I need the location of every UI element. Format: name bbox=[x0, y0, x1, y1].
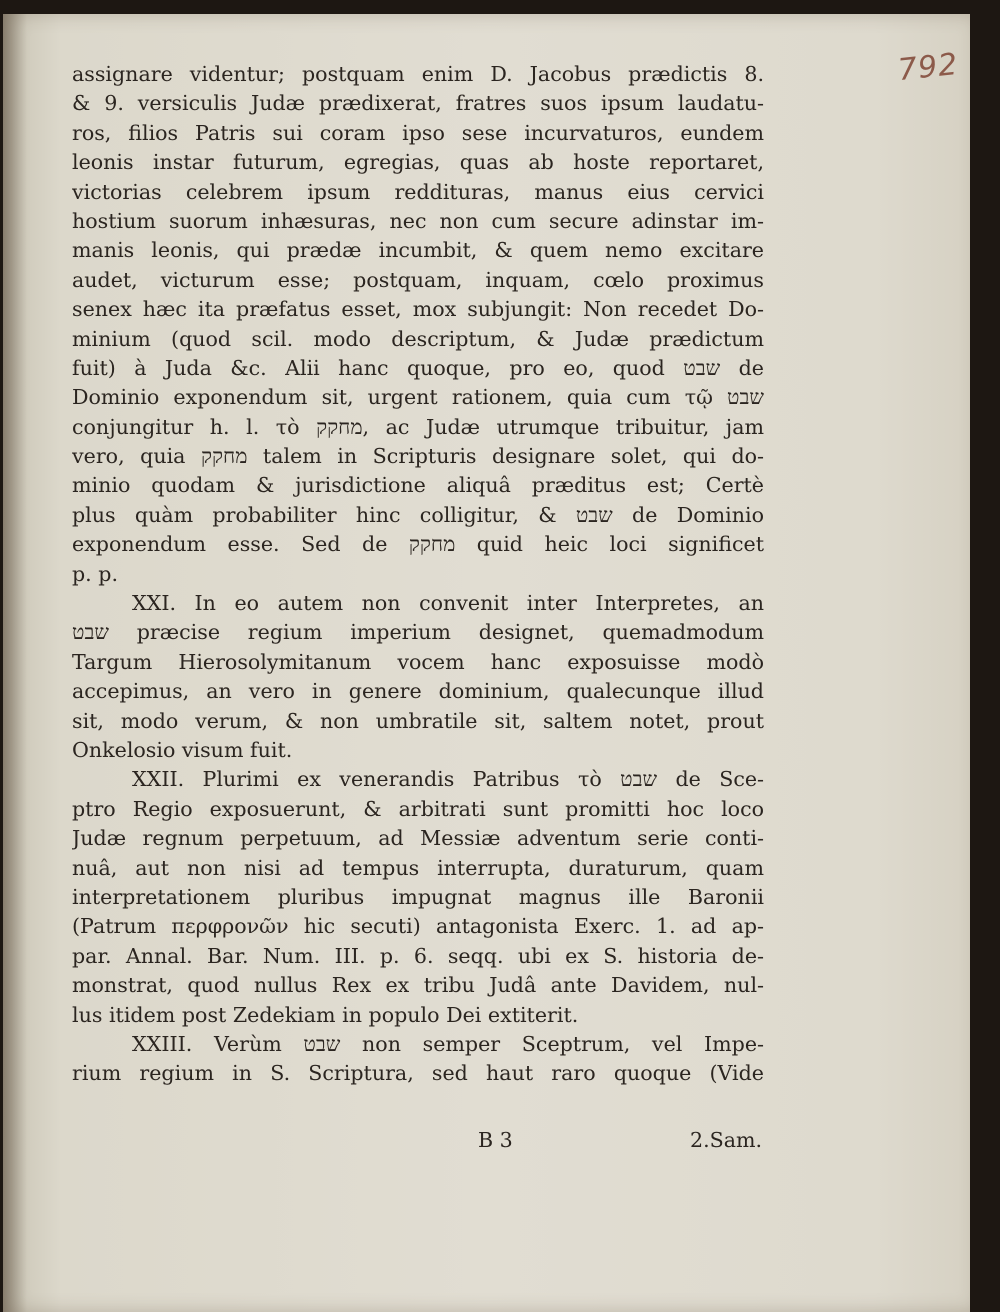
text-line: lus itidem post Zedekiam in populo Dei extiterit. bbox=[72, 1002, 579, 1027]
text-line: (Patrum περφρονῶν hic secuti) antagonista Exerc. 1. ad ap- bbox=[72, 914, 764, 939]
text-line: Dominio exponendum sit, urgent rationem, quia cum τῷ שבט bbox=[72, 385, 764, 410]
text-line: שבט præcise regium imperium designet, quemadmodum bbox=[72, 620, 764, 645]
text-line: senex hæc ita præfatus esset, mox subjungit: Non recedet Do- bbox=[72, 297, 764, 322]
text-line: audet, victurum esse; postquam, inquam, cœlo proximus bbox=[72, 267, 764, 292]
text-line: exponendum esse. Sed de מחקק quid heic loci significet bbox=[72, 532, 764, 557]
text-line: hostium suorum inhæsuras, nec non cum secure adinstar im- bbox=[72, 208, 764, 233]
text-line: manis leonis, qui prædæ incumbit, & quem nemo excitare bbox=[72, 238, 764, 263]
text-line: Onkelosio visum fuit. bbox=[72, 737, 293, 762]
text-line: p. p. bbox=[72, 561, 119, 586]
text-line: plus quàm probabiliter hinc colligitur, & שבט de Dominio bbox=[72, 502, 764, 527]
text-line: victorias celebrem ipsum reddituras, manus eius cervici bbox=[72, 179, 764, 204]
text-line: ros, filios Patris sui coram ipso sese incurvaturos, eundem bbox=[72, 120, 764, 145]
paragraph-xxiii-start: XXIII. Verùm שבט non semper Sceptrum, vel Impe- bbox=[132, 1031, 764, 1056]
text-line: sit, modo verum, & non umbratile sit, saltem notet, prout bbox=[72, 708, 764, 733]
text-line: accepimus, an vero in genere dominium, qualecunque illud bbox=[72, 679, 764, 704]
text-line: fuit) à Juda &c. Alii hanc quoque, pro eo, quod שבט de bbox=[72, 355, 764, 380]
margin-note: 792 bbox=[896, 46, 960, 89]
text-line: nuâ, aut non nisi ad tempus interrupta, duraturum, quam bbox=[72, 855, 764, 880]
text-line: assignare videntur; postquam enim D. Jacobus prædictis 8. bbox=[72, 62, 764, 86]
signature-mark: B 3 bbox=[478, 1128, 513, 1152]
text-line: leonis instar futurum, egregias, quas ab hoste reportaret, bbox=[72, 150, 764, 175]
body-text bbox=[72, 60, 764, 1089]
text-line: minio quodam & jurisdictione aliquâ præditus est; Certè bbox=[72, 473, 764, 498]
catchword: 2.Sam. bbox=[690, 1128, 763, 1152]
paragraph-xxii-start: XXII. Plurimi ex venerandis Patribus τὸ שבט de Sce- bbox=[132, 767, 764, 792]
text-line: par. Annal. Bar. Num. III. p. 6. seqq. ubi ex S. historia de- bbox=[72, 943, 764, 968]
text-line: ptro Regio exposuerunt, & arbitrati sunt promitti hoc loco bbox=[72, 796, 764, 821]
text-line: interpretationem pluribus impugnat magnus ille Baronii bbox=[72, 884, 764, 909]
paragraph-xxi-start: XXI. In eo autem non convenit inter Interpretes, an bbox=[132, 591, 764, 616]
text-line: conjungitur h. l. τὸ מחקק, ac Judæ utrumque tribuitur, jam bbox=[72, 414, 764, 439]
text-line: Judæ regnum perpetuum, ad Messiæ adventum serie conti- bbox=[72, 826, 764, 851]
text-line: minium (quod scil. modo descriptum, & Judæ prædictum bbox=[72, 326, 764, 351]
gutter-shadow bbox=[3, 14, 27, 1312]
text-line: & 9. versiculis Judæ prædixerat, fratres suos ipsum laudatu- bbox=[72, 91, 764, 116]
text-line: Targum Hierosolymitanum vocem hanc exposuisse modò bbox=[72, 649, 764, 674]
text-line: vero, quia מחקק talem in Scripturis designare solet, qui do- bbox=[72, 444, 764, 469]
text-line: monstrat, quod nullus Rex ex tribu Judâ ante Davidem, nul- bbox=[72, 973, 764, 998]
text-line: rium regium in S. Scriptura, sed haut raro quoque (Vide bbox=[72, 1061, 764, 1086]
